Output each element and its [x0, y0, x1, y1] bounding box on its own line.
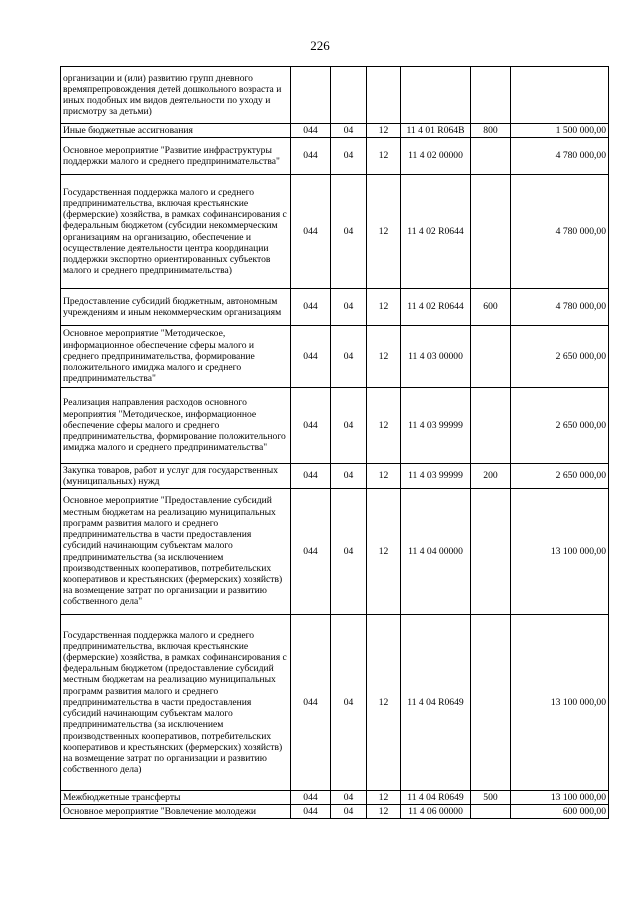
row-name: Основное мероприятие "Предоставление субсидий местным бюджетам на реализацию муниципальных программ развития малого и среднего предпринимательства в части предоставления субсидий начинающим субъектам малого предпринимательства (за исключением производственных кооперативов, потребительских кооперативов и крестьянских (фермерских) хозяйств) на возмещение затрат по организации и развитию собственного дела" [61, 489, 291, 615]
ministry-code: 044 [291, 175, 331, 289]
row-name: Иные бюджетные ассигнования [61, 124, 291, 138]
subsection-code: 12 [367, 175, 401, 289]
amount: 2 650 000,00 [511, 326, 609, 388]
section-code: 04 [331, 791, 367, 805]
amount: 4 780 000,00 [511, 138, 609, 175]
table-row [61, 805, 609, 819]
expense-type: 500 [471, 791, 511, 805]
expense-type: 200 [471, 464, 511, 489]
table-row [61, 791, 609, 805]
ministry-code: 044 [291, 289, 331, 326]
table-row [61, 615, 609, 791]
row-name: Предоставление субсидий бюджетным, автономным учреждениям и иным некоммерческим организациям [61, 289, 291, 326]
expense-type [471, 326, 511, 388]
section-code [331, 67, 367, 124]
target-code: 11 4 02 R0644 [401, 175, 471, 289]
section-code: 04 [331, 138, 367, 175]
expense-type: 600 [471, 289, 511, 326]
section-code: 04 [331, 289, 367, 326]
expense-type [471, 67, 511, 124]
amount: 13 100 000,00 [511, 615, 609, 791]
page-number: 226 [310, 38, 330, 53]
subsection-code: 12 [367, 388, 401, 464]
table-row [61, 388, 609, 464]
ministry-code: 044 [291, 388, 331, 464]
amount: 13 100 000,00 [511, 489, 609, 615]
section-code: 04 [331, 326, 367, 388]
target-code: 11 4 04 00000 [401, 489, 471, 615]
amount: 4 780 000,00 [511, 289, 609, 326]
ministry-code: 044 [291, 615, 331, 791]
row-name: Межбюджетные трансферты [61, 791, 291, 805]
target-code: 11 4 02 00000 [401, 138, 471, 175]
ministry-code: 044 [291, 489, 331, 615]
table-row [61, 138, 609, 175]
section-code: 04 [331, 464, 367, 489]
section-code: 04 [331, 388, 367, 464]
amount [511, 67, 609, 124]
row-name: Основное мероприятие "Развитие инфраструктуры поддержки малого и среднего предпринимательства" [61, 138, 291, 175]
section-code: 04 [331, 489, 367, 615]
ministry-code: 044 [291, 124, 331, 138]
table-row [61, 175, 609, 289]
row-name: Реализация направления расходов основного мероприятия "Методическое, информационное обеспечение сферы малого и среднего предпринимательства, формирование положительного имиджа малого и среднего предпринимательства" [61, 388, 291, 464]
expense-type [471, 615, 511, 791]
section-code: 04 [331, 175, 367, 289]
table-row [61, 464, 609, 489]
target-code: 11 4 03 99999 [401, 388, 471, 464]
row-name: Государственная поддержка малого и среднего предпринимательства, включая крестьянские (фермерские) хозяйства, в рамках софинансирования с федеральным бюджетом (предоставление субсидий местным бюджетам на реализацию муниципальных программ развития малого и среднего предпринимательства в части предоставления субсидий начинающим субъектам малого предпринимательства (за исключением производственных кооперативов, потребительских кооперативов и крестьянских (фермерских) хозяйств) на возмещение затрат по организации и развитию собственного дела) [61, 615, 291, 791]
expense-type [471, 489, 511, 615]
subsection-code: 12 [367, 791, 401, 805]
table-row [61, 289, 609, 326]
target-code: 11 4 03 00000 [401, 326, 471, 388]
expense-type [471, 175, 511, 289]
subsection-code [367, 67, 401, 124]
section-code: 04 [331, 805, 367, 819]
amount: 600 000,00 [511, 805, 609, 819]
target-code: 11 4 01 R064B [401, 124, 471, 138]
row-name: Основное мероприятие "Вовлечение молодежи [61, 805, 291, 819]
table-row [61, 124, 609, 138]
expense-type: 800 [471, 124, 511, 138]
subsection-code: 12 [367, 615, 401, 791]
target-code: 11 4 02 R0644 [401, 289, 471, 326]
amount: 2 650 000,00 [511, 388, 609, 464]
target-code [401, 67, 471, 124]
table-row [61, 326, 609, 388]
ministry-code: 044 [291, 138, 331, 175]
amount: 1 500 000,00 [511, 124, 609, 138]
subsection-code: 12 [367, 805, 401, 819]
target-code: 11 4 04 R0649 [401, 791, 471, 805]
row-name: Основное мероприятие "Методическое, информационное обеспечение сферы малого и среднего предпринимательства, формирование положительного имиджа малого и среднего предпринимательства" [61, 326, 291, 388]
ministry-code: 044 [291, 805, 331, 819]
table-row [61, 67, 609, 124]
target-code: 11 4 04 R0649 [401, 615, 471, 791]
ministry-code: 044 [291, 791, 331, 805]
amount: 2 650 000,00 [511, 464, 609, 489]
ministry-code: 044 [291, 464, 331, 489]
table-row [61, 489, 609, 615]
expense-type [471, 388, 511, 464]
row-name: организации и (или) развитию групп дневного времяпрепровождения детей дошкольного возраста и иных подобных им видов деятельности по уходу и присмотру за детьми) [61, 67, 291, 124]
section-code: 04 [331, 615, 367, 791]
subsection-code: 12 [367, 138, 401, 175]
subsection-code: 12 [367, 489, 401, 615]
expense-type [471, 805, 511, 819]
row-name: Государственная поддержка малого и среднего предпринимательства, включая крестьянские (фермерские) хозяйства, в рамках софинансирования с федеральным бюджетом (субсидии некоммерческим организациям на организацию, обеспечение и осуществление деятельности центра координации поддержки экспортно ориентированных субъектов малого и среднего предпринимательства) [61, 175, 291, 289]
subsection-code: 12 [367, 326, 401, 388]
ministry-code: 044 [291, 326, 331, 388]
row-name: Закупка товаров, работ и услуг для государственных (муниципальных) нужд [61, 464, 291, 489]
budget-table [60, 66, 609, 819]
ministry-code [291, 67, 331, 124]
expense-type [471, 138, 511, 175]
subsection-code: 12 [367, 289, 401, 326]
subsection-code: 12 [367, 124, 401, 138]
subsection-code: 12 [367, 464, 401, 489]
amount: 13 100 000,00 [511, 791, 609, 805]
amount: 4 780 000,00 [511, 175, 609, 289]
target-code: 11 4 06 00000 [401, 805, 471, 819]
target-code: 11 4 03 99999 [401, 464, 471, 489]
section-code: 04 [331, 124, 367, 138]
